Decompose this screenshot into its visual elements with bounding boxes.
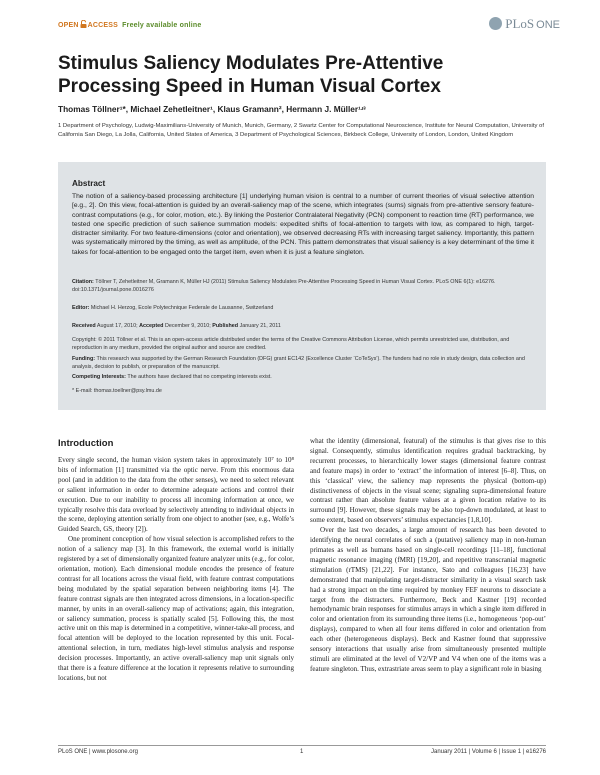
paper-title: Stimulus Saliency Modulates Pre-Attentive Processing Speed in Human Visual Cortex xyxy=(58,53,444,97)
footer-journal: PLoS ONE | www.plosone.org xyxy=(58,749,138,755)
editor: Editor: Michael H. Herzog, Ecole Polytechnique Federale de Lausanne, Switzerland xyxy=(72,305,274,311)
freely-available-label: Freely available online xyxy=(122,22,202,29)
competing-interests: Competing Interests: The authors have declared that no competing interests exist. xyxy=(72,374,272,380)
open-access-logo: OPEN ACCESS Freely available online xyxy=(58,22,202,29)
intro-paragraph: what the identity (dimensional, featural) of the stimulus is that gives rise to this signal. Consequently, stimulus identification requires gradual backtracking, by recurrent processes, to hierarchically lower stages (dimensional feature contrast and feature maps) in order to ‘extract’ the information of interest [6–8]. Thus, on this ‘classical’ view, the saliency map represents the physical (bottom-up) distinctiveness of objects in the visual scene; signaling supra-dimensional feature contrast rather than absolute feature values at a given location relative to its surround [9]. However, these signals may be also top-down modulated, at least to some extent, based on observers’ stimulus expectancies [1,8,10]. xyxy=(310,437,546,525)
open-lock-icon xyxy=(80,20,87,28)
page-number: 1 xyxy=(300,749,304,755)
abstract-heading: Abstract xyxy=(72,179,106,188)
copyright: Copyright: © 2011 Töllner et al. This is an open-access article distributed under the terms of the Creative Commons Attribution License, which permits unrestricted use, distribution, and reproduction in any medium, provided the original author and source are credited. xyxy=(72,337,510,351)
contact-email: * E-mail: thomas.toellner@psy.lmu.de xyxy=(72,388,162,394)
intro-paragraph: One prominent conception of how visual selection is accomplished refers to the notion of a saliency map [3]. In this framework, the external world is initially registered by a set of dimensionally organized feature analyzer units (e.g., for color, orientation, motion). Each dimensional module encodes the presence of feature contrast for all locations across the visual field, with feature contrast computations being modulated by the spatial separation between neighboring items [4]. The feature contrast signals are then integrated across dimensions, in a location-specific manner, by units in an overall-saliency map of activations; again, this integration, or saliency summation, process is spatially scaled [5]. Following this, the most active unit on this map is determined in a competitive, winner-take-all process, and focal attention will be deployed to the location represented by this unit. Focal-attentional selection, in turn, mediates high-level stimulus analysis and response decision processes. Importantly, an active overall-saliency map unit signals only that there is a feature difference at the location it represents relative to surrounding locations, but not xyxy=(58,535,294,682)
funding: Funding: This research was supported by the German Research Foundation (DFG) grant EC142 (Excellence Cluster ‘CoTeSys’). The funders had no role in study design, data collection and analysis, decision to publish, or preparation of the manuscript. xyxy=(72,356,525,370)
intro-right-column xyxy=(310,437,546,675)
plos-circle-icon xyxy=(489,17,502,30)
journal-logo: PLoS ONE xyxy=(489,16,560,32)
affiliations: 1 Department of Psychology, Ludwig-Maximilians-University of Munich, Munich, Germany, 2 Swartz Center for Computational Neuroscience, Institute for Neural Computation, University of California San Diego, La Jolla, California, United States of America, 3 Department of Psychological Sciences, Birkbeck College, University of London, London, United Kingdom xyxy=(58,123,544,138)
intro-paragraph: Every single second, the human vision system takes in approximately 10⁷ to 10⁸ bits of information [1] transmitted via the optic nerve. From this enormous data pool (and in addition to the data from the other senses), we need to select relevant or salient information in order to determine adequate actions and control their execution. Due to our inability to process all incoming information at once, we typically resolve this data overload by selectively attending to individual objects in the scene, deploying attention serially from one object to another (see, e.g., Wolfe’s Guided Search, GS, theory [2]). xyxy=(58,456,294,534)
author-list: Thomas Töllner¹*, Michael Zehetleitner¹, Klaus Gramann², Hermann J. Müller¹ʴ³ xyxy=(58,104,366,114)
footer-divider xyxy=(58,745,546,746)
introduction-heading: Introduction xyxy=(58,438,114,449)
intro-paragraph: Over the last two decades, a large amount of research has been devoted to identifying the neural correlates of such a (putative) saliency map in non-human primates as well as humans based on single-cell recordings [11–18], functional magnetic resonance imaging (fMRI) [19,20], and repetitive transcranial magnetic stimulation (rTMS) [21,22]. For instance, Sato and colleagues [16,23] have demonstrated that manipulating target-distracter similarity in a visual search task had a strong impact on the time required by monkey FEF neurons to dissociate a target from the distracters. Furthermore, Beck and Kastner [19] recorded hemodynamic brain responses for stimulus arrays in which a single item differed in color and orientation from its surrounding three items (i.e., homogeneous ‘pop-out’ displays), compared to when all four items differed in color and orientation from each other (heterogeneous displays). Beck and Kastner found that suppressive sensory interactions that usually arise from simultaneously presented multiple stimuli are eliminated at the level of V2/VP and V4 when one of the items was a feature singleton. Thus, extrastriate areas seem to play a significant role in biasing xyxy=(310,526,546,673)
abstract-box xyxy=(58,162,546,410)
abstract-text: The notion of a saliency-based processing architecture [1] underlying human vision is central to a number of current theories of visual selective attention [e.g., 2]. On this view, focal-attention is guided by an overall-saliency map of the scene, which integrates (sums) signals from pre-attentive sensory feature-contrast computations (e.g., for color, motion, etc.). By linking the Posterior Contralateral Negativity (PCN) component to reaction time (RT) performance, we tested one specific prediction of such salience summation models: expedited shifts of focal-attention to targets with low, as compared to high, target-distracter similarity. For two feature-dimensions (color and orientation), we observed decreasing RTs with increasing target saliency. Importantly, this pattern was systematically mirrored by the timing, as well as amplitude, of the PCN. This pattern demonstrates that visual saliency is a key determinant of the time it takes for focal-attention to be engaged onto the target item, even when it is just a feature singleton. xyxy=(72,193,534,256)
intro-left-column xyxy=(58,456,294,684)
page-header xyxy=(58,10,560,40)
footer-issue: January 2011 | Volume 6 | Issue 1 | e16276 xyxy=(431,749,546,755)
dates: Received August 17, 2010; Accepted December 9, 2010; Published January 21, 2011 xyxy=(72,323,281,329)
citation: Citation: Töllner T, Zehetleitner M, Gramann K, Müller HJ (2011) Stimulus Saliency Modulates Pre-Attentive Processing Speed in Human Visual Cortex. PLoS ONE 6(1): e16276. doi:10.1371/journal.pone.0016276 xyxy=(72,279,496,293)
